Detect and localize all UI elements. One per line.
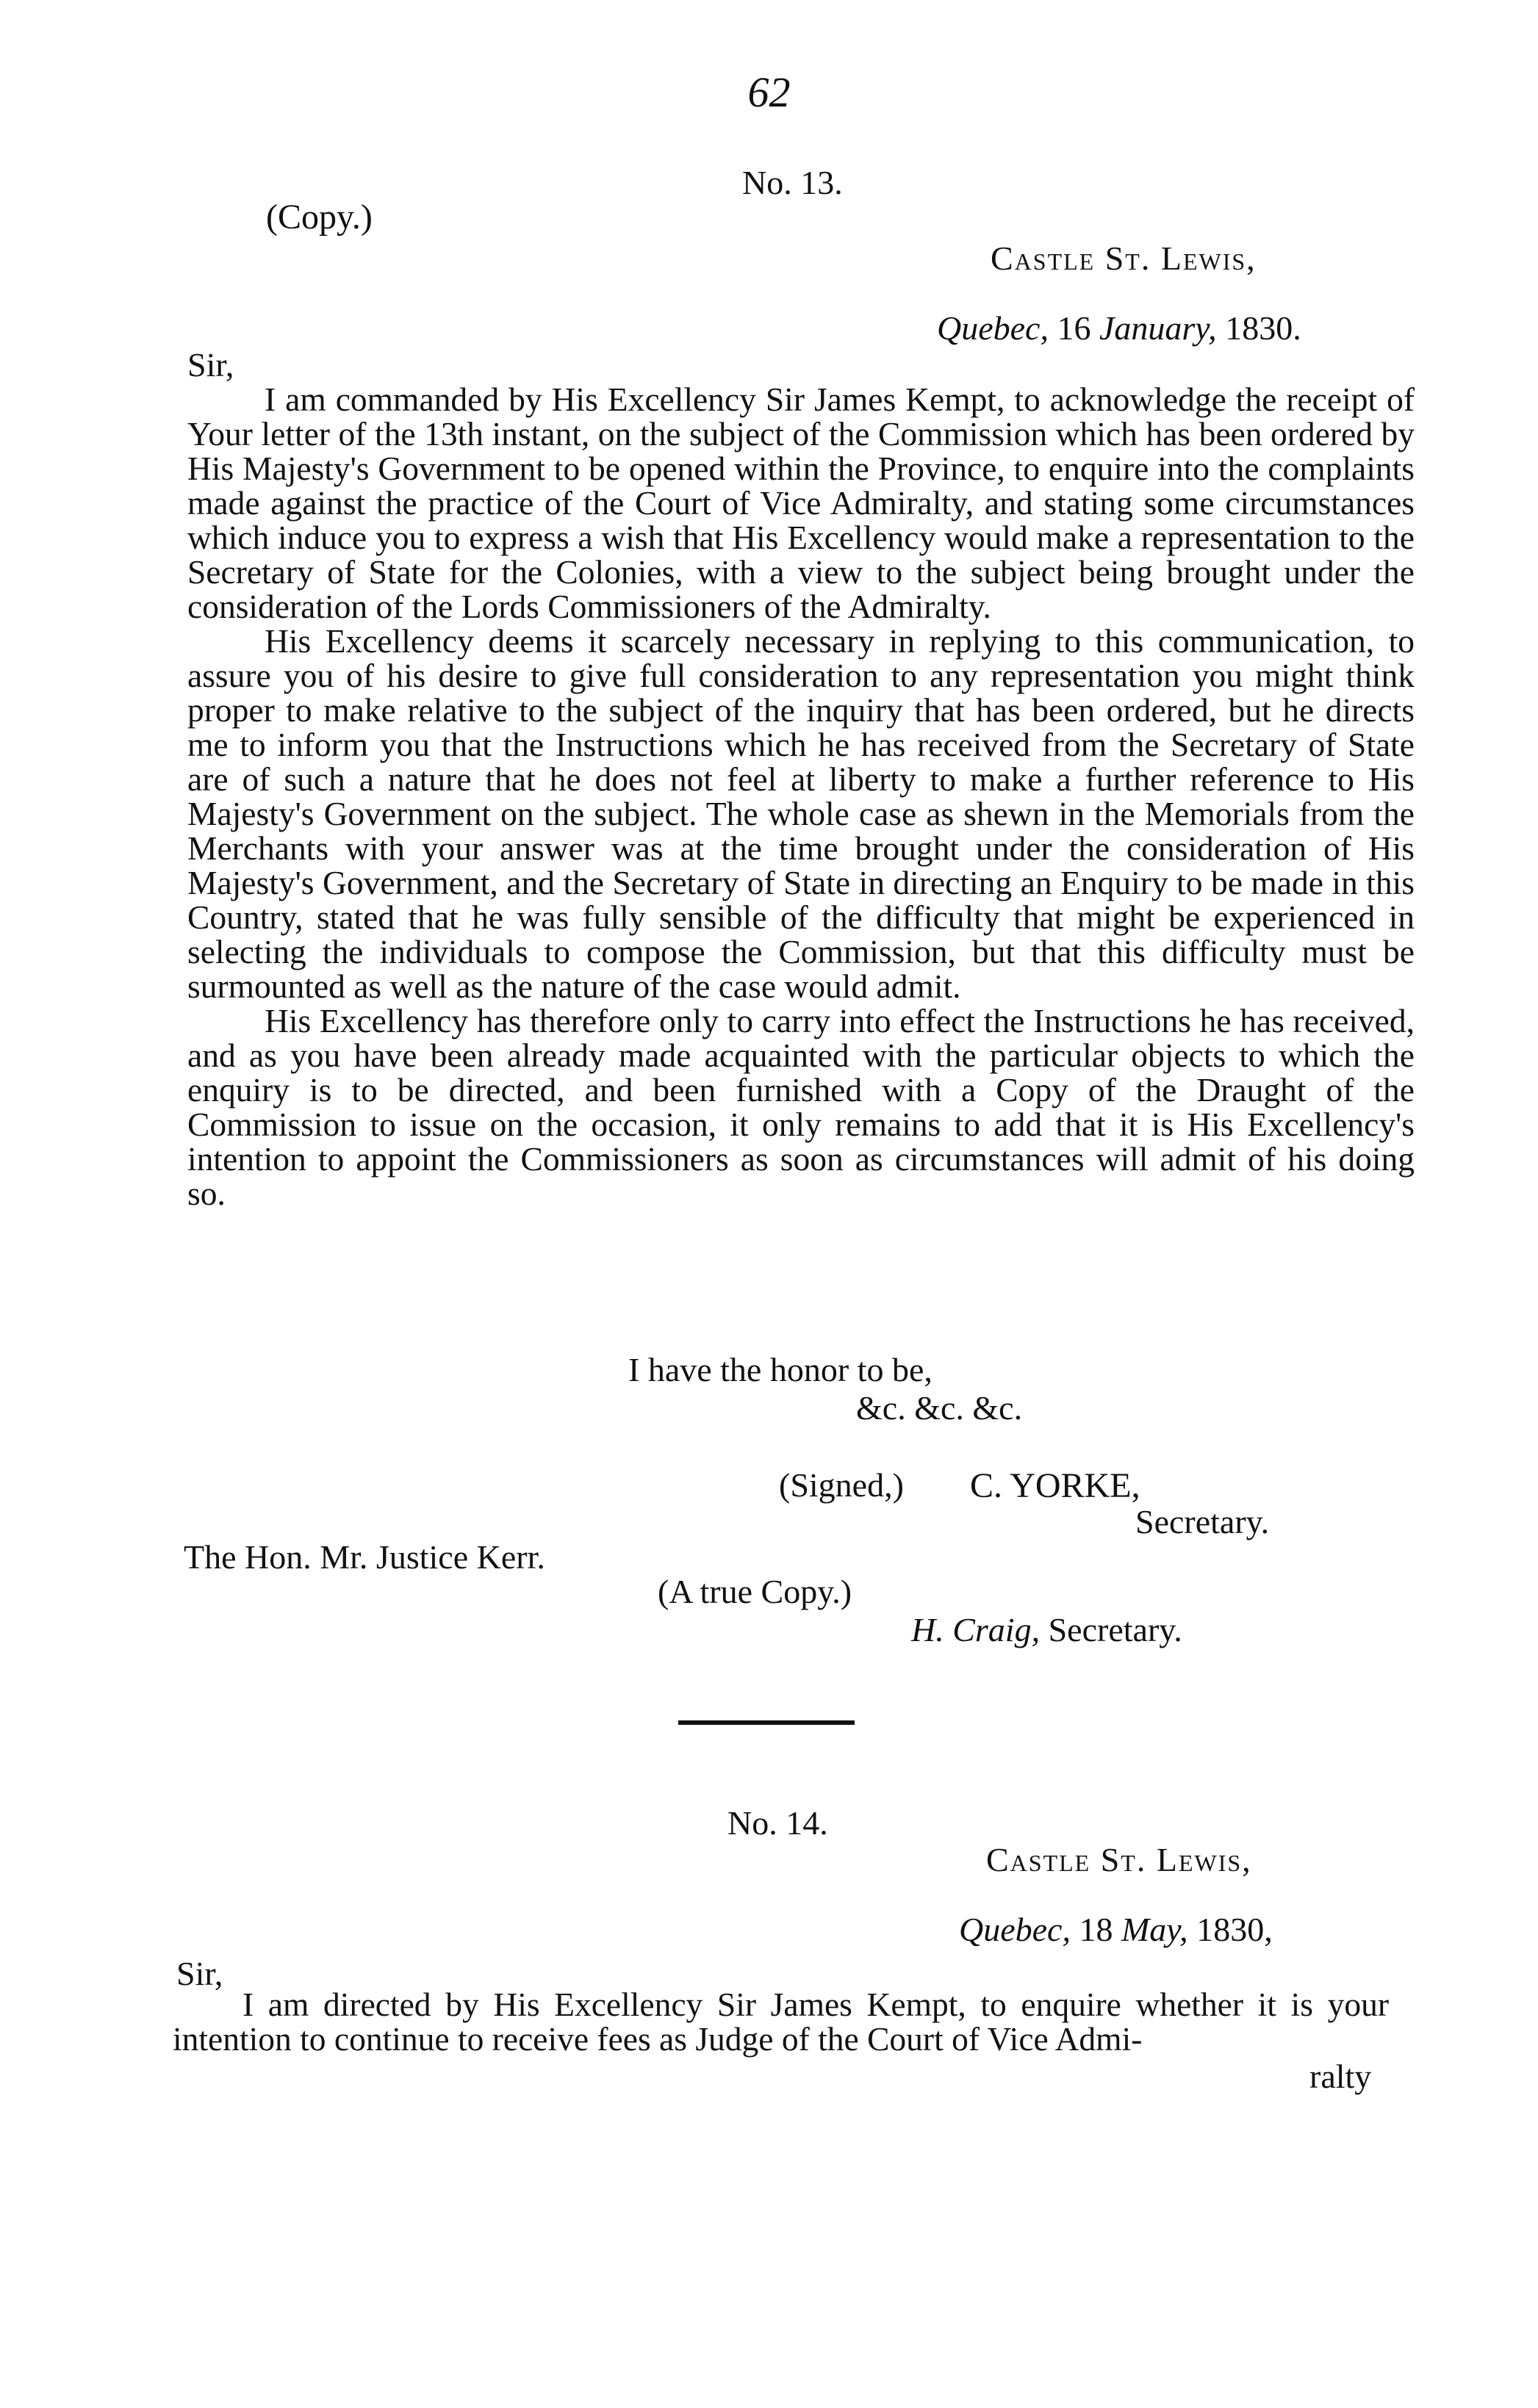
salutation: Sir, — [187, 346, 234, 383]
letter-number: No. 14. — [727, 1804, 828, 1842]
addressee: The Hon. Mr. Justice Kerr. — [184, 1538, 545, 1576]
date-place: Quebec, — [959, 1911, 1071, 1948]
date-month: May, — [1121, 1911, 1188, 1948]
salutation: Sir, — [176, 1955, 223, 1992]
date-day: 16 — [1057, 309, 1091, 347]
date-year: 1830. — [1225, 309, 1301, 347]
signed-label: (Signed,) — [779, 1466, 904, 1504]
date-place: Quebec, — [937, 309, 1049, 347]
letter-body — [187, 382, 1415, 1211]
letter-address: Castle St. Lewis, — [991, 239, 1257, 277]
body-paragraph: I am commanded by His Excellency Sir James Kempt, to acknowledge the receipt of Your letter of the 13th instant, on the subject of the Commission which has been ordered by His Majesty's Government to be opened within the Province, to enquire into the complaints made against the practice of the Court of Vice Admiralty, and stating some circumstances which induce you to express a wish that His Excellency would make a representation to the Secretary of State for the Colonies, with a view to the subject being brought under the consideration of the Lords Commissioners of the Admiralty. — [187, 381, 1415, 625]
signer-title: Secretary. — [1135, 1503, 1270, 1540]
body-paragraph: His Excellency has therefore only to carry into effect the Instructions he has received, and as you have been already made acquainted with the particular objects to which the enquiry is to be directed, and been furnished with a Copy of the Draught of the Commission to issue on the occasion, it only remains to add that it is His Excellency's intention to appoint the Commissioners as soon as circumstances will admit of his doing so. — [187, 1002, 1415, 1212]
closing-line: I have the honor to be, — [628, 1351, 932, 1388]
closing-etc: &c. &c. &c. — [856, 1389, 1023, 1427]
section-divider — [678, 1720, 855, 1725]
date-month: January, — [1099, 309, 1217, 347]
body-paragraph: His Excellency deems it scarcely necessary in replying to this communication, to assure you of his desire to give full consideration to any representation you might think proper to make relative to the subject of the inquiry that has been ordered, but he directs me to inform you that the Instructions which he has received from the Secretary of State are of such a nature that he does not feel at liberty to make a further reference to His Majesty's Government on the subject. The whole case as shewn in the Memorials from the Merchants with your answer was at the time brought under the consideration of His Majesty's Government, and the Secretary of State in directing an Enquiry to be made in this Country, stated that he was fully sensible of the difficulty that might be experienced in selecting the individuals to compose the Commission, but that this difficulty must be surmounted as well as the nature of the case would admit. — [187, 622, 1415, 1005]
true-copy-note: (A true Copy.) — [658, 1573, 852, 1610]
page-number: 62 — [747, 68, 791, 116]
letter-number: No. 13. — [742, 164, 843, 201]
date-year: 1830, — [1196, 1911, 1273, 1948]
letter-date — [959, 1910, 1273, 1949]
body-paragraph: I am directed by His Excellency Sir James Kempt, to enquire whether it is your intention to continue to receive fees as Judge of the Court of Vice Admi- — [173, 1986, 1389, 2058]
letter-body — [173, 1987, 1389, 2056]
copy-signer-name: H. Craig, — [911, 1611, 1041, 1648]
letter-address: Castle St. Lewis, — [986, 1841, 1252, 1878]
copy-signer-title: Secretary. — [1048, 1611, 1182, 1648]
copy-signer — [911, 1610, 1182, 1649]
signer-name: C. YORKE, — [970, 1466, 1140, 1505]
catchword: ralty — [1309, 2058, 1372, 2095]
copy-note: (Copy.) — [266, 198, 373, 237]
date-day: 18 — [1079, 1911, 1113, 1948]
letter-date — [937, 309, 1301, 347]
